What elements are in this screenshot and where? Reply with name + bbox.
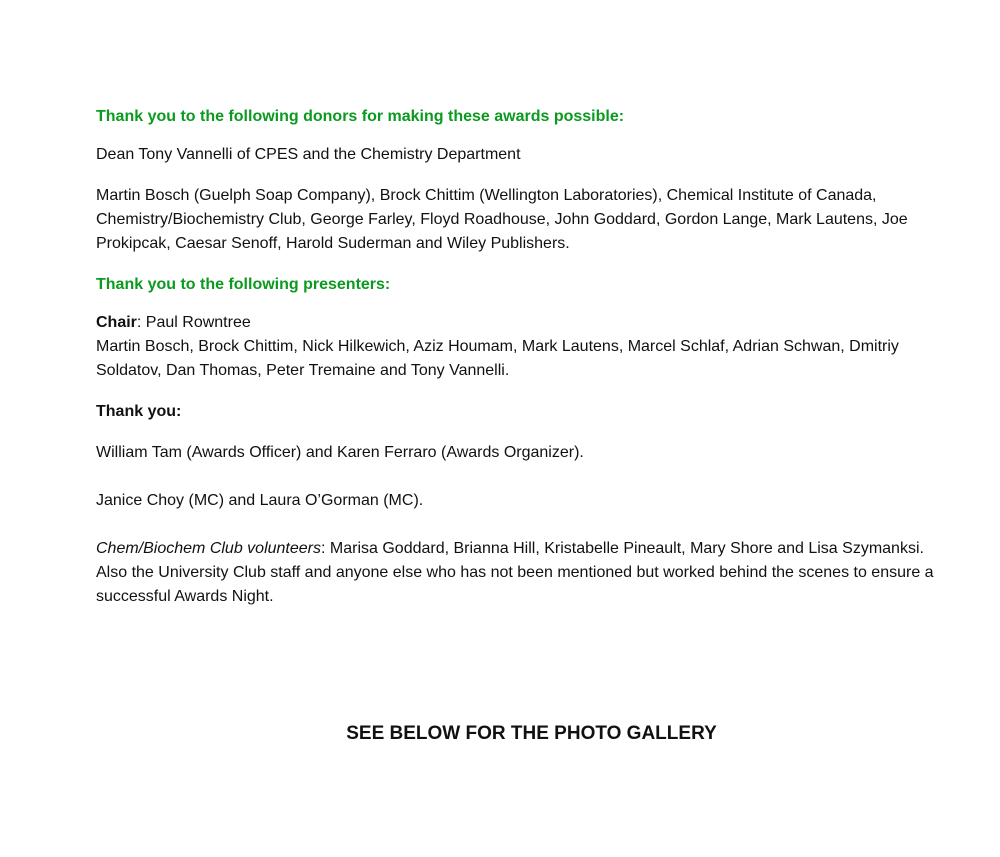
awards-acknowledgements [96,105,936,626]
chair-name: : Paul Rowntree [136,314,251,331]
volunteers-label: Chem/Biochem Club volunteers [96,540,321,557]
volunteers-paragraph [96,537,936,609]
thank-you-heading: Thank you: [96,403,182,420]
chair-label: Chair [96,314,137,331]
photo-gallery-note: SEE BELOW FOR THE PHOTO GALLERY [346,723,717,744]
donors-heading: Thank you to the following donors for making these awards possible: [96,108,625,125]
presenters-heading: Thank you to the following presenters: [96,276,391,293]
donors-list: Martin Bosch (Guelph Soap Company), Brock Chittim (Wellington Laboratories), Chemical Institute of Canada, Chemistry/Biochemistry Club, George Farley, Floyd Roadhouse, John Goddard, Gordon Lange, Mark Lautens, Joe Prokipcak, Caesar Senoff, Harold Suderman and Wiley Publishers. [96,187,908,252]
presenters-list: Martin Bosch, Brock Chittim, Nick Hilkewich, Aziz Houmam, Mark Lautens, Marcel Schlaf, Adrian Schwan, Dmitriy Soldatov, Dan Thomas, Peter Tremaine and Tony Vannelli. [96,338,899,379]
mc-line: Janice Choy (MC) and Laura O’Gorman (MC). [96,492,424,509]
donors-dean-line: Dean Tony Vannelli of CPES and the Chemistry Department [96,146,521,163]
awards-officer-line: William Tam (Awards Officer) and Karen Ferraro (Awards Organizer). [96,444,584,461]
volunteers-text: : Marisa Goddard, Brianna Hill, Kristabelle Pineault, Mary Shore and Lisa Szymanksi. Also the University Club staff and anyone else who has not been mentioned but worked behind the scenes to ensure a successful Awards Night. [96,540,934,605]
presenters-block [96,311,936,383]
